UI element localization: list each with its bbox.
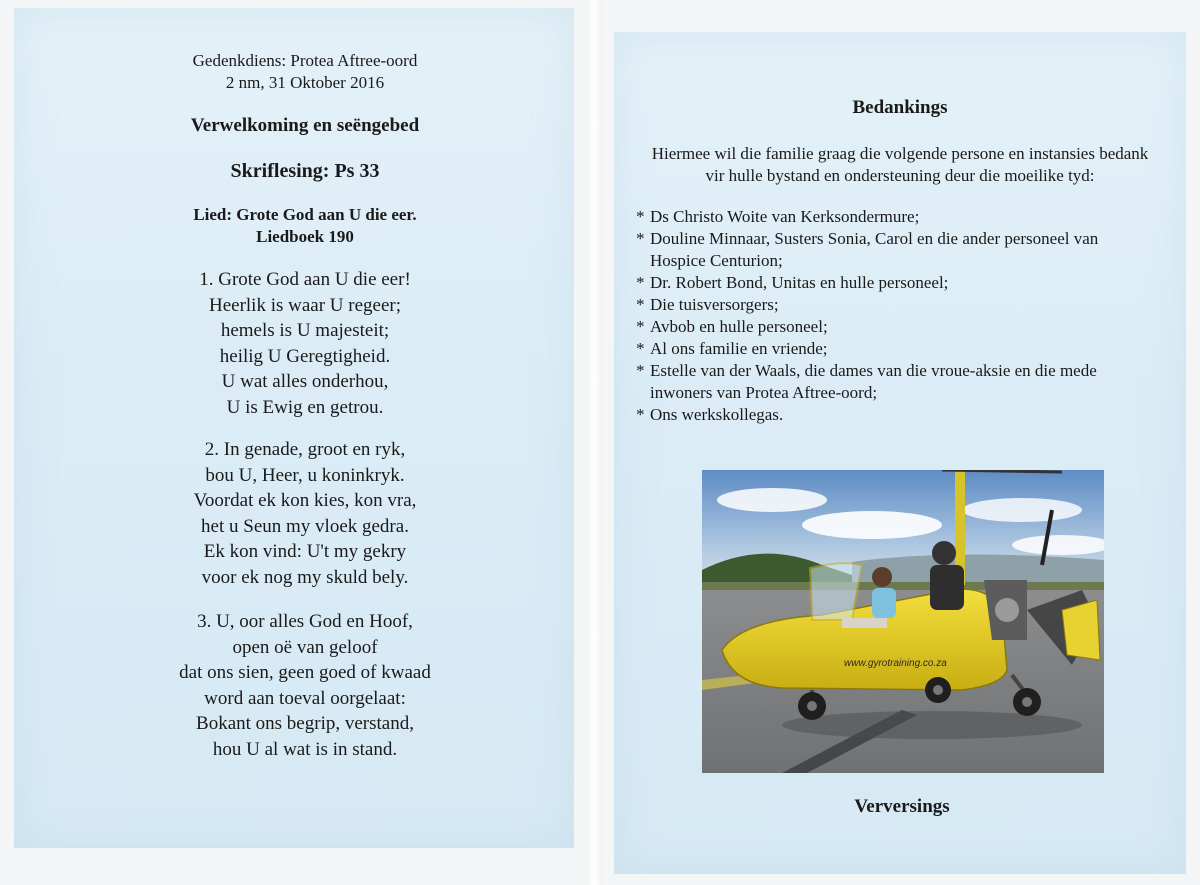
bullet: * xyxy=(636,405,645,424)
thanks-text: Dr. Robert Bond, Unitas en hulle personeel; xyxy=(650,273,949,292)
verse-line: hemels is U majesteit; xyxy=(220,320,390,341)
refreshments-heading: Verversings xyxy=(854,796,950,817)
verse-line: het u Seun my vloek gedra. xyxy=(201,515,409,537)
bullet: * xyxy=(636,229,645,248)
verse-line: 3. U, oor alles God en Hoof, xyxy=(197,611,413,632)
bullet: * xyxy=(636,361,645,380)
thanks-item xyxy=(636,294,1176,316)
verse-line: hou U al wat is in stand. xyxy=(212,738,398,760)
verse-line: Ek kon vind: U't my gekry xyxy=(203,541,407,562)
intro-line: Hiermee wil die familie graag die volgende persone en instansies bedank xyxy=(651,144,1149,163)
bullet: * xyxy=(636,317,645,336)
scripture-heading: Skriflesing: Ps 33 xyxy=(230,160,380,182)
verse-line: dat ons sien, geen goed of kwaad xyxy=(179,662,431,683)
verse-line: U is Ewig en getrou. xyxy=(226,396,384,418)
verse-line: heilig U Geregtigheid. xyxy=(219,345,391,367)
thanks-intro xyxy=(620,143,1180,187)
thanks-item xyxy=(636,338,1176,360)
verse-line: Voordat ek kon kies, kon vra, xyxy=(193,490,417,511)
gyrocopter-photo xyxy=(702,470,1104,773)
welcome-heading: Verwelkoming en seëngebed xyxy=(190,115,420,136)
verse-line: Heerlik is waar U regeer; xyxy=(208,294,401,316)
thanks-item xyxy=(636,316,1176,338)
hymn-title: Lied: Grote God aan U die eer. xyxy=(193,205,417,224)
thanks-list xyxy=(636,206,1176,426)
bullet: * xyxy=(636,295,645,314)
thanks-text: Al ons familie en vriende; xyxy=(650,339,828,358)
verse-line: bou U, Heer, u koninkryk. xyxy=(205,464,405,486)
thanks-text: Hospice Centurion; xyxy=(650,251,783,270)
photo-caption: www.gyrotraining.co.za xyxy=(844,658,947,669)
verse-line: 2. In genade, groot en ryk, xyxy=(204,439,406,460)
thanks-text: Ons werkskollegas. xyxy=(650,405,784,424)
bullet: * xyxy=(636,273,645,292)
verse-line: Bokant ons begrip, verstand, xyxy=(196,713,414,734)
thanks-text: Die tuisversorgers; xyxy=(650,295,779,314)
verse-2 xyxy=(105,437,505,590)
service-title: Gedenkdiens: Protea Aftree-oord xyxy=(192,51,418,70)
verse-line: 1. Grote God aan U die eer! xyxy=(199,269,411,290)
thanks-text: inwoners van Protea Aftree-oord; xyxy=(650,383,878,402)
bullet: * xyxy=(636,207,645,226)
thanks-item xyxy=(636,228,1176,272)
thanks-heading: Bedankings xyxy=(852,97,948,118)
thanks-item xyxy=(636,206,1176,228)
page-fold xyxy=(588,0,602,885)
thanks-text: Avbob en hulle personeel; xyxy=(650,317,828,336)
hymn-book: Liedboek 190 xyxy=(256,227,354,246)
verse-line: open oë van geloof xyxy=(232,636,378,658)
verse-line: word aan toeval oorgelaat: xyxy=(204,687,406,709)
thanks-text: Douline Minnaar, Susters Sonia, Carol en die ander personeel van xyxy=(650,229,1099,248)
service-date: 2 nm, 31 Oktober 2016 xyxy=(225,73,385,92)
thanks-text: Estelle van der Waals, die dames van die vroue-aksie en die mede xyxy=(650,361,1097,380)
thanks-item xyxy=(636,360,1176,404)
verse-line: U wat alles onderhou, xyxy=(221,371,389,392)
thanks-item xyxy=(636,272,1176,294)
service-header xyxy=(105,50,505,94)
bullet: * xyxy=(636,339,645,358)
thanks-text: Ds Christo Woite van Kerksondermure; xyxy=(650,207,920,226)
thanks-item xyxy=(636,404,1176,426)
verse-1 xyxy=(105,267,505,420)
hymn-heading xyxy=(105,204,505,248)
verse-line: voor ek nog my skuld bely. xyxy=(201,566,409,588)
intro-line: vir hulle bystand en ondersteuning deur die moeilike tyd: xyxy=(705,166,1095,185)
verse-3 xyxy=(105,609,505,762)
